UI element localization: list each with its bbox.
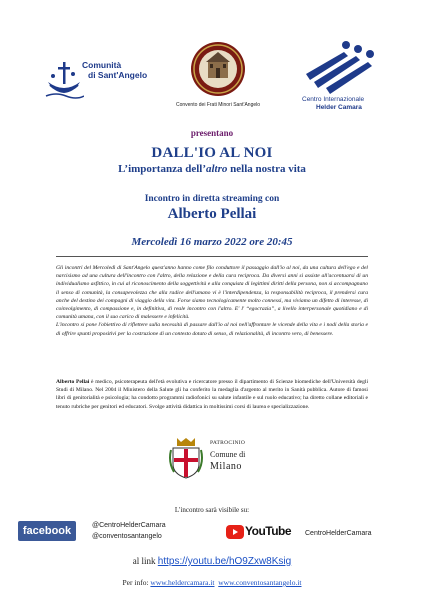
comunita-santangelo-logo	[44, 52, 164, 108]
event-subtitle	[0, 163, 424, 175]
right-logo-line1: Centro Internazionale	[302, 96, 365, 103]
boat-cross-icon	[44, 52, 84, 102]
event-date: Mercoledì 16 marzo 2022 ore 20:45	[131, 236, 293, 248]
presentano-label: presentano	[190, 128, 234, 138]
helder-camara-logo	[300, 38, 390, 112]
youtube-wordmark: YouTube	[245, 524, 292, 538]
facebook-handle-2: @conventosantangelo	[92, 533, 162, 540]
milano-label: Milano	[210, 461, 242, 472]
left-logo-line2: di Sant'Angelo	[88, 70, 148, 80]
youtube-handle: CentroHelderCamara	[305, 530, 372, 537]
info-line	[0, 578, 424, 587]
subtitle-post: nella nostra vita	[227, 163, 306, 175]
convento-logo	[170, 40, 266, 114]
incontro-label: Incontro in diretta streaming con	[144, 194, 280, 204]
visibile-label: L'incontro sarà visibile su:	[174, 506, 250, 514]
comune-di-label: Comune di	[210, 450, 246, 459]
convento-caption: Convento dei Frati Minori Sant'Angelo	[175, 102, 261, 108]
info-prefix: Per info:	[122, 578, 151, 587]
speaker-bio	[56, 378, 368, 411]
subtitle-emphasis: altro	[205, 163, 228, 175]
milano-coat-of-arms-icon	[168, 436, 204, 480]
patrocinio-label: PATROCINIO	[210, 440, 246, 446]
streaming-link-line	[0, 556, 424, 567]
patrocinio-block	[168, 436, 268, 480]
facebook-logo[interactable]: facebook	[18, 521, 76, 541]
intro-paragraph-1: Gli incontri del Mercoledì di Sant'Angelo quest'anno hanno come filo conduttore il passaggio dall'io al noi, da una cultura dell'ego e del narcisismo ad una cultura dell'incontro con l'altro, della relazione e della cura reciproca. Da diversi anni si assiste all'accentuarsi di un individualismo asfittico, in cui al riconoscimento della soggettività e alla conquista di legittimi diritti della persona, non si accompagnano il senso di comunità, la consapevolezza che alla radice dell'umano vi è l'interdipendenza, la responsabilità reciproca, il prendersi cura anche del destino dei compagni di viaggio della vita. Forse siamo tecnologicamente molto connessi, ma viviamo un difetto di interesse, di coinvolgimento, di compassione e, in definitiva, di reale incontro con l'altro. E' l' “egocrazia”, a livello interpersonale quotidiano e di comunità umana, con il suo carico di malessere e infelicità.	[56, 265, 368, 321]
youtube-play-icon	[226, 525, 244, 539]
speaker-name: Alberto Pellai	[167, 206, 257, 222]
convento-seal-icon	[170, 40, 266, 100]
link-prefix: al link	[132, 556, 158, 566]
people-group-icon	[300, 38, 380, 94]
left-logo-line1: Comunità	[82, 60, 122, 70]
right-logo-line2: Helder Camara	[316, 104, 362, 111]
heldercamara-link[interactable]: www.heldercamara.it	[150, 578, 215, 587]
youtube-logo[interactable]	[226, 524, 296, 540]
bio-text: è medico, psicoterapeuta dell'età evolutiva e ricercatore presso il dipartimento di Scienze biomediche dell'Università degli Studi di Milano. Nel 2004 il Ministero della Salute gli ha conferito la medaglia d'argento al merito in Sanità pubblica. Autore di famosi libri di genitorialità e psicologia; ha condotto programmi radiofonici su salute infantile e sul ruolo educativo; ha diretto collane editoriali e tenuto rubriche per genitori ed educatori. Svolge attività didattica in moltissimi corsi di laurea e specializzazione.	[56, 379, 369, 410]
youtube-link[interactable]: https://youtu.be/hO9Zxw8Ksig	[157, 556, 292, 567]
divider	[56, 256, 368, 257]
facebook-handle-1: @CentroHelderCamara	[92, 522, 166, 529]
conventosantangelo-link[interactable]: www.conventosantangelo.it	[218, 578, 302, 587]
intro-text	[56, 264, 368, 338]
intro-paragraph-2: L'incontro si pone l'obiettivo di riflettere sulla necessità di passare dall'io al noi nell'affrontare le vicende della vita e i nodi della storia e di offrire spunti propositivi per la costruzione di un contesto dotato di senso, di relazionalità, di incontro vero, di benessere.	[56, 322, 368, 337]
bio-name: Alberto Pellai	[56, 379, 90, 385]
event-title: DALL'IO AL NOI	[151, 145, 273, 161]
subtitle-pre: L’importanza dell’	[118, 163, 206, 175]
